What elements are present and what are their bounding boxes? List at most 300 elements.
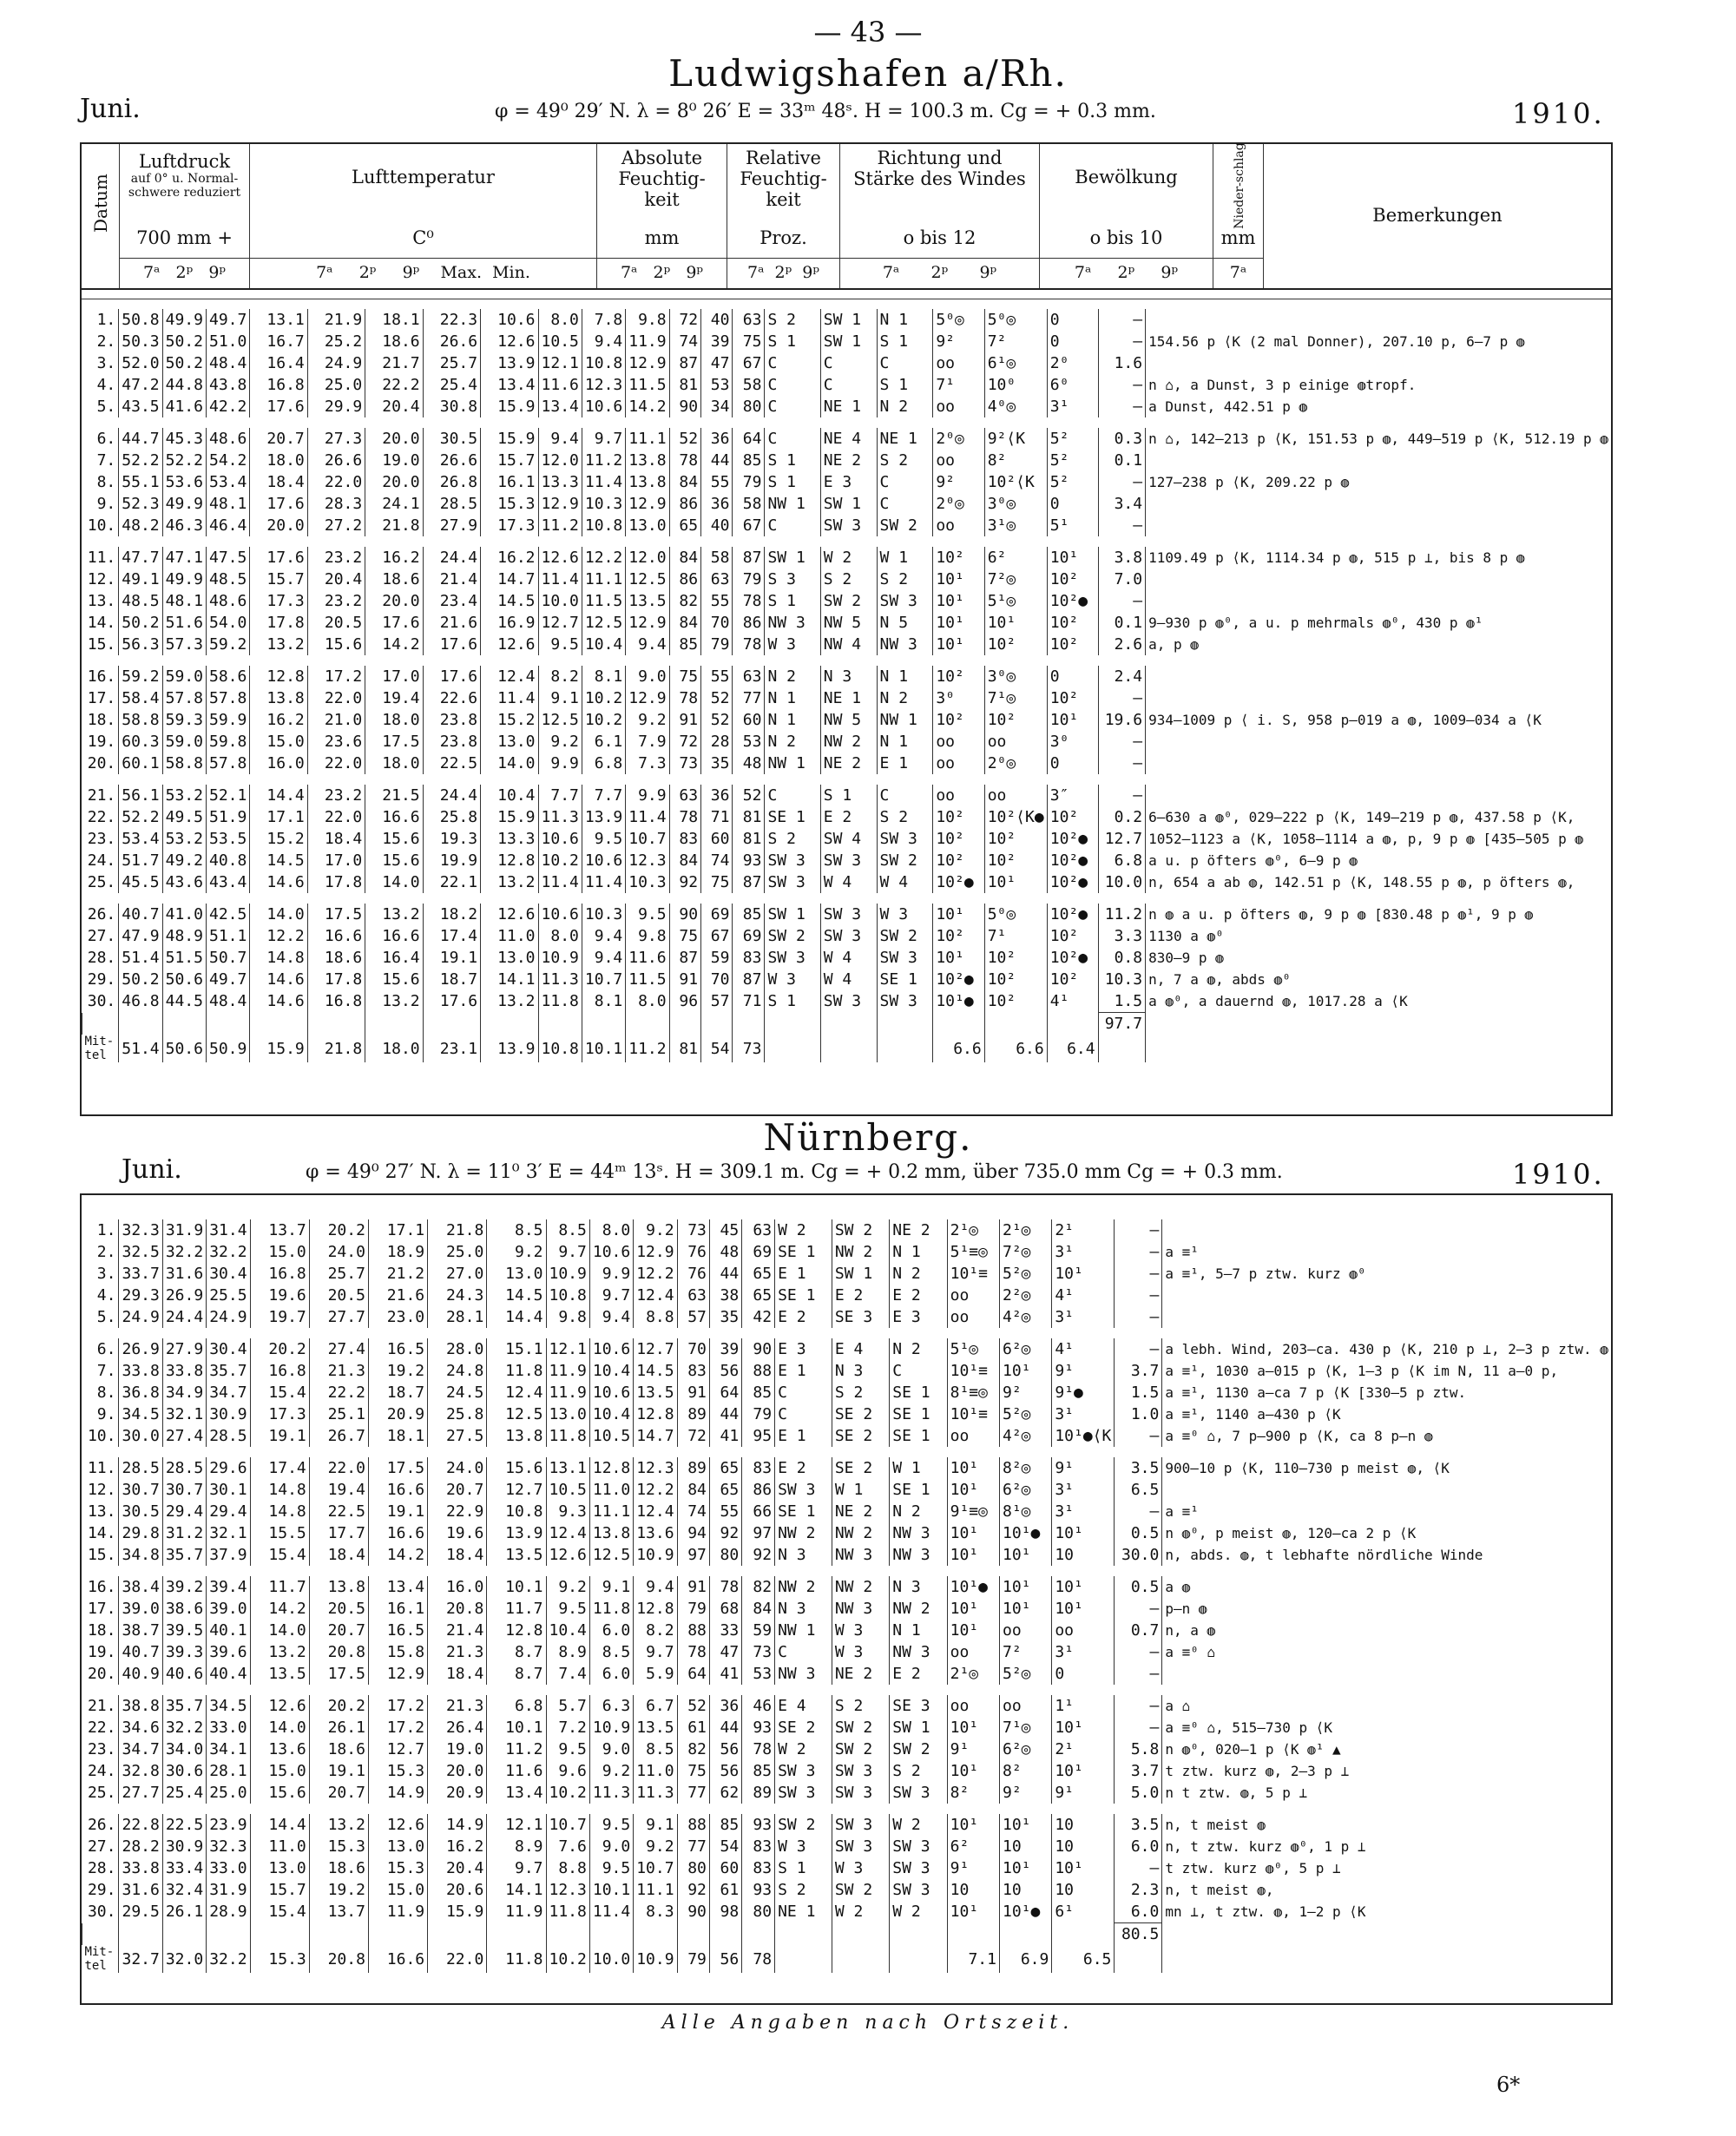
value-cell: 16.0 <box>428 1576 487 1598</box>
value-cell: 54.0 <box>206 612 249 634</box>
value-cell: oo <box>947 1641 999 1663</box>
value-cell: 79 <box>742 1403 775 1425</box>
value-cell: C <box>765 785 820 806</box>
remark-cell: n ⌂, a Dunst, 3 p einige ◍tropf. <box>1146 374 1611 396</box>
remark-cell: 934–1009 p ⟨ i. S, 958 p–019 a ◍, 1009–034 a ⟨K <box>1146 709 1611 731</box>
value-cell: 44.5 <box>162 990 206 1013</box>
value-cell: 25.5 <box>207 1285 250 1306</box>
value-cell: 55 <box>701 666 733 687</box>
value-cell: 10¹ <box>1052 1598 1115 1620</box>
value-cell: 9.5 <box>589 1814 633 1836</box>
value-cell: 35 <box>709 1306 741 1328</box>
value-cell: S 1 <box>820 785 877 806</box>
value-cell: 10² <box>933 709 984 731</box>
value-cell: 22.0 <box>307 753 365 774</box>
remark-cell: a ≡¹, 1130 a–ca 7 p ⟨K [330–5 p ztw. <box>1162 1382 1611 1403</box>
value-cell: SW 3 <box>877 990 933 1013</box>
header-abs-humidity: Absolute Feuchtig-keit mm 7ᵃ 2ᵖ 9ᵖ <box>597 144 727 288</box>
value-cell: 13.9 <box>582 806 625 828</box>
value-cell: SW 3 <box>877 828 933 850</box>
value-cell: 76 <box>677 1263 709 1285</box>
value-cell: 16.2 <box>428 1836 487 1857</box>
value-cell: 10.3 <box>1098 969 1146 990</box>
month-label-nuernberg: Juni. <box>122 1154 182 1185</box>
value-cell: 5²◎ <box>999 1663 1051 1685</box>
value-cell: SW 1 <box>820 331 877 352</box>
value-cell: 10² <box>984 990 1047 1013</box>
value-cell: N 2 <box>877 687 933 709</box>
value-cell: 10.6 <box>589 1241 633 1263</box>
value-cell: 18.1 <box>368 1425 427 1447</box>
value-cell: 17.3 <box>481 515 538 536</box>
date-cell: 12. <box>87 570 116 588</box>
value-cell: 14.0 <box>250 1620 309 1641</box>
value-cell: – <box>1115 1263 1162 1285</box>
value-cell: N 3 <box>890 1576 947 1598</box>
value-cell: 75 <box>733 331 765 352</box>
value-cell: 12.5 <box>589 1544 633 1566</box>
value-cell: NW 2 <box>820 731 877 753</box>
remark-cell <box>1146 666 1611 687</box>
value-cell: 13.4 <box>487 1782 546 1804</box>
value-cell: S 1 <box>765 331 820 352</box>
value-cell: 55 <box>701 590 733 612</box>
remark-cell <box>1162 1306 1611 1328</box>
value-cell: 8.1 <box>582 666 625 687</box>
value-cell: 52.2 <box>119 450 162 471</box>
value-cell: 21.4 <box>423 569 480 590</box>
value-cell: 91 <box>669 709 700 731</box>
value-cell: 51.5 <box>162 947 206 969</box>
date-cell: 6. <box>96 430 116 448</box>
value-cell: 43.8 <box>206 374 249 396</box>
empty-cell <box>933 1013 984 1035</box>
value-cell: 6.0 <box>589 1620 633 1641</box>
value-cell: 10² <box>933 666 984 687</box>
value-cell: 10.3 <box>626 871 669 893</box>
value-cell: 17.2 <box>307 666 365 687</box>
value-cell: 2.4 <box>1098 666 1146 687</box>
value-cell: 2⁰◎ <box>933 493 984 515</box>
station-coords-ludwigshafen: φ = 49⁰ 29′ N. λ = 8⁰ 26′ E = 33ᵐ 48ˢ. H = 100.3 m. Cg = + 0.3 mm. <box>495 101 1156 122</box>
value-cell: 65 <box>742 1285 775 1306</box>
value-cell: 66 <box>742 1501 775 1522</box>
value-cell: 11.3 <box>589 1782 633 1804</box>
value-cell: 38 <box>709 1285 741 1306</box>
value-cell: 14.6 <box>250 871 307 893</box>
value-cell: W 4 <box>820 871 877 893</box>
value-cell: 19.6 <box>428 1522 487 1544</box>
value-cell: 17.4 <box>250 1457 309 1479</box>
table-row <box>82 1457 1612 1479</box>
value-cell: 48 <box>709 1241 741 1263</box>
value-cell: 20.0 <box>250 515 307 536</box>
table-row <box>82 1901 1612 1923</box>
value-cell: 12.9 <box>538 493 582 515</box>
value-cell: 12.8 <box>250 666 307 687</box>
date-cell: 29. <box>87 970 116 989</box>
value-cell: 10.9 <box>538 947 582 969</box>
empty-cell <box>1146 1013 1611 1035</box>
value-cell: SW 3 <box>820 904 877 925</box>
value-cell: 49.5 <box>162 806 206 828</box>
value-cell: 48.1 <box>162 590 206 612</box>
table-row <box>82 1306 1612 1328</box>
value-cell: 11.6 <box>487 1760 546 1782</box>
value-cell: 0 <box>1052 1663 1115 1685</box>
value-cell: 15.1 <box>487 1338 546 1360</box>
value-cell: 12.6 <box>481 634 538 655</box>
value-cell: 17.7 <box>309 1522 368 1544</box>
value-cell: 9.3 <box>546 1501 589 1522</box>
value-cell: 16.6 <box>365 806 423 828</box>
value-cell: 26.4 <box>428 1717 487 1738</box>
value-cell: 27.0 <box>428 1263 487 1285</box>
value-cell: 24.0 <box>309 1241 368 1263</box>
value-cell: 13.5 <box>250 1663 309 1685</box>
year-label-nuernberg: 1910. <box>1512 1158 1605 1191</box>
date-cell: 17. <box>87 1600 116 1618</box>
value-cell: SW 1 <box>890 1717 947 1738</box>
value-cell: 12.6 <box>538 547 582 569</box>
value-cell: SE 1 <box>775 1501 832 1522</box>
value-cell: 18.4 <box>428 1544 487 1566</box>
value-cell: 28.3 <box>307 493 365 515</box>
date-cell: 21. <box>87 786 116 805</box>
value-cell: E 3 <box>820 471 877 493</box>
date-cell: 18. <box>87 1621 116 1640</box>
value-cell: 58.8 <box>162 753 206 774</box>
value-cell: 46.8 <box>119 990 162 1013</box>
value-cell: 5²◎ <box>999 1403 1051 1425</box>
value-cell: 20.5 <box>309 1598 368 1620</box>
value-cell: 20.2 <box>309 1219 368 1241</box>
value-cell: 10.4 <box>582 634 625 655</box>
value-cell: 3″ <box>1047 785 1098 806</box>
value-cell: 8.0 <box>538 309 582 331</box>
value-cell: N 2 <box>765 731 820 753</box>
value-cell: 5.0 <box>1115 1782 1162 1804</box>
value-cell: 19.0 <box>428 1738 487 1760</box>
value-cell: 25.2 <box>307 331 365 352</box>
value-cell: 8² <box>999 1760 1051 1782</box>
empty-cell <box>947 1923 999 1946</box>
value-cell: 61 <box>709 1879 741 1901</box>
value-cell: 9.9 <box>589 1263 633 1285</box>
value-cell: 20.5 <box>309 1285 368 1306</box>
value-cell: 24.4 <box>423 785 480 806</box>
value-cell: E 3 <box>890 1306 947 1328</box>
date-cell: 15. <box>87 1546 116 1564</box>
value-cell: 83 <box>742 1836 775 1857</box>
mittel-value: 11.2 <box>626 1035 669 1062</box>
value-cell: 27.2 <box>307 515 365 536</box>
value-cell: 13.5 <box>487 1544 546 1566</box>
value-cell: S 1 <box>877 374 933 396</box>
value-cell: 8.8 <box>634 1306 677 1328</box>
value-cell: 0.1 <box>1098 612 1146 634</box>
table-frame-nuernberg <box>80 1193 1613 2005</box>
value-cell: 34.6 <box>119 1717 162 1738</box>
value-cell: 18.4 <box>309 1544 368 1566</box>
value-cell: 17.5 <box>365 731 423 753</box>
value-cell: 67 <box>701 925 733 947</box>
value-cell: 9¹ <box>1052 1457 1115 1479</box>
value-cell: 24.4 <box>162 1306 206 1328</box>
value-cell: 65 <box>709 1479 741 1501</box>
value-cell: 80 <box>677 1857 709 1879</box>
value-cell: 40.6 <box>162 1663 206 1685</box>
value-cell: 41.0 <box>162 904 206 925</box>
remark-cell <box>1162 1285 1611 1306</box>
value-cell: 58.8 <box>119 709 162 731</box>
value-cell: 10¹ <box>1052 1576 1115 1598</box>
value-cell: 11.0 <box>634 1760 677 1782</box>
value-cell: 12.7 <box>1098 828 1146 850</box>
value-cell: N 2 <box>890 1501 947 1522</box>
table-row <box>82 947 1612 969</box>
value-cell: NE 1 <box>820 396 877 417</box>
mittel-value: 16.6 <box>368 1945 427 1973</box>
value-cell: 14.7 <box>634 1425 677 1447</box>
value-cell: 87 <box>669 947 700 969</box>
value-cell: 26.9 <box>119 1338 162 1360</box>
table-row <box>82 1814 1612 1836</box>
remark-cell: 154.56 p ⟨K (2 mal Donner), 207.10 p, 6–7 p ◍ <box>1146 331 1611 352</box>
value-cell: 1.5 <box>1115 1382 1162 1403</box>
value-cell: SW 3 <box>820 515 877 536</box>
value-cell: 59.2 <box>206 634 249 655</box>
mittel-value: 6.4 <box>1047 1035 1098 1062</box>
value-cell: 12.1 <box>487 1814 546 1836</box>
value-cell: 9.6 <box>546 1760 589 1782</box>
date-cell: 25. <box>87 873 116 891</box>
remark-cell: 900–10 p ⟨K, 110–730 p meist ◍, ⟨K <box>1162 1457 1611 1479</box>
value-cell: 62 <box>709 1782 741 1804</box>
value-cell: – <box>1115 1241 1162 1263</box>
empty-cell <box>582 1013 625 1035</box>
value-cell: 11.7 <box>487 1598 546 1620</box>
value-cell: 8.7 <box>487 1663 546 1685</box>
value-cell: 39.5 <box>162 1620 206 1641</box>
value-cell: SE 1 <box>890 1403 947 1425</box>
value-cell: 93 <box>733 850 765 871</box>
value-cell: 86 <box>742 1479 775 1501</box>
value-cell: S 1 <box>765 990 820 1013</box>
value-cell: 25.0 <box>307 374 365 396</box>
value-cell: 28.5 <box>162 1457 206 1479</box>
value-cell: 7¹ <box>933 374 984 396</box>
value-cell: 56 <box>709 1760 741 1782</box>
value-cell: 23.4 <box>423 590 480 612</box>
value-cell: 3⁰ <box>1047 731 1098 753</box>
value-cell: 10¹ <box>933 590 984 612</box>
value-cell: 45 <box>709 1219 741 1241</box>
mittel-value <box>890 1945 947 1973</box>
value-cell: 10² <box>1047 612 1098 634</box>
value-cell: 59.0 <box>162 731 206 753</box>
value-cell: oo <box>933 352 984 374</box>
value-cell: 44.8 <box>162 374 206 396</box>
value-cell: 3.8 <box>1098 547 1146 569</box>
value-cell: 9²⟨K <box>984 428 1047 450</box>
value-cell: SW 3 <box>890 1879 947 1901</box>
value-cell: 10¹ <box>984 612 1047 634</box>
value-cell: W 2 <box>775 1219 832 1241</box>
value-cell: SW 1 <box>820 493 877 515</box>
value-cell: SE 1 <box>775 1241 832 1263</box>
value-cell: 57.8 <box>162 687 206 709</box>
value-cell: 93 <box>742 1814 775 1836</box>
value-cell: 19.6 <box>250 1285 309 1306</box>
value-cell: 10¹ <box>933 634 984 655</box>
value-cell: 83 <box>742 1457 775 1479</box>
value-cell: 59.2 <box>119 666 162 687</box>
remark-cell: n, t meist ◍ <box>1162 1814 1611 1836</box>
remark-cell: 127–238 p ⟨K, 209.22 p ◍ <box>1146 471 1611 493</box>
value-cell: 11.1 <box>582 569 625 590</box>
value-cell: 23.0 <box>368 1306 427 1328</box>
value-cell: 18.4 <box>428 1663 487 1685</box>
value-cell: 38.7 <box>119 1620 162 1641</box>
mittel-value: 18.0 <box>365 1035 423 1062</box>
value-cell: 17.6 <box>250 547 307 569</box>
table-row <box>82 1263 1612 1285</box>
remark-cell: a ≡¹ <box>1162 1501 1611 1522</box>
value-cell: 10.6 <box>538 904 582 925</box>
value-cell: 14.2 <box>250 1598 309 1620</box>
table-row <box>82 990 1612 1013</box>
value-cell: 49.9 <box>162 309 206 331</box>
table-row <box>82 1620 1612 1641</box>
value-cell: 10¹ <box>1052 1263 1115 1285</box>
date-cell: 7. <box>96 1362 116 1380</box>
value-cell: oo <box>1052 1620 1115 1641</box>
date-cell: 17. <box>87 689 116 707</box>
value-cell: 15.9 <box>481 428 538 450</box>
value-cell: 8.2 <box>634 1620 677 1641</box>
value-cell: 49.1 <box>119 569 162 590</box>
value-cell: 9² <box>933 331 984 352</box>
value-cell: 90 <box>669 904 700 925</box>
table-row <box>82 709 1612 731</box>
value-cell: 87 <box>733 969 765 990</box>
mittel-value: 32.0 <box>162 1945 206 1973</box>
remark-cell: 1130 a ◍⁰ <box>1146 925 1611 947</box>
value-cell: 3¹ <box>1052 1306 1115 1328</box>
value-cell: 6²◎ <box>999 1738 1051 1760</box>
value-cell: 43.6 <box>162 871 206 893</box>
value-cell: 12.7 <box>487 1479 546 1501</box>
remark-cell <box>1162 1219 1611 1241</box>
empty-cell <box>1162 1923 1611 1946</box>
value-cell: 48.6 <box>206 590 249 612</box>
value-cell: 13.0 <box>481 947 538 969</box>
table-row <box>82 1879 1612 1901</box>
value-cell: 21.2 <box>368 1263 427 1285</box>
date-cell: 14. <box>87 614 116 632</box>
value-cell: C <box>775 1382 832 1403</box>
value-cell: 69 <box>742 1241 775 1263</box>
empty-cell <box>1052 1923 1115 1946</box>
date-cell: 8. <box>96 1383 116 1402</box>
value-cell: 8.8 <box>546 1857 589 1879</box>
value-cell: 46 <box>742 1695 775 1717</box>
remark-cell: mn ⟂, t ztw. ◍, 1–2 p ⟨K <box>1162 1901 1611 1923</box>
value-cell: 58.4 <box>119 687 162 709</box>
value-cell: 28.0 <box>428 1338 487 1360</box>
value-cell: 25.0 <box>207 1782 250 1804</box>
value-cell: NW 3 <box>890 1544 947 1566</box>
value-cell: SE 1 <box>765 806 820 828</box>
value-cell: 2¹◎ <box>947 1219 999 1241</box>
value-cell: 24.1 <box>365 493 423 515</box>
value-cell: 14.1 <box>481 969 538 990</box>
value-cell: 22.5 <box>309 1501 368 1522</box>
value-cell: 17.5 <box>309 1663 368 1685</box>
value-cell: 5²◎ <box>999 1263 1051 1285</box>
value-cell: 15.3 <box>368 1760 427 1782</box>
remark-cell: n ◍⁰, p meist ◍, 120–ca 2 p ⟨K <box>1162 1522 1611 1544</box>
value-cell: 91 <box>677 1576 709 1598</box>
value-cell: 44 <box>701 450 733 471</box>
value-cell: 5⁰◎ <box>984 309 1047 331</box>
value-cell: SE 3 <box>890 1695 947 1717</box>
value-cell: NW 3 <box>832 1598 889 1620</box>
remark-cell: n t ztw. ◍, 5 p ⟂ <box>1162 1782 1611 1804</box>
date-cell: 10. <box>87 1427 116 1445</box>
date-cell: 1. <box>96 311 116 329</box>
value-cell: NE 1 <box>775 1901 832 1923</box>
value-cell: 5.8 <box>1115 1738 1162 1760</box>
mittel-value: 11.8 <box>487 1945 546 1973</box>
value-cell: 2¹ <box>1052 1738 1115 1760</box>
value-cell: 33.4 <box>162 1857 206 1879</box>
value-cell: 16.6 <box>365 925 423 947</box>
value-cell: 18.2 <box>423 904 480 925</box>
value-cell: 61 <box>677 1717 709 1738</box>
value-cell: 73 <box>742 1641 775 1663</box>
value-cell: 8.0 <box>589 1219 633 1241</box>
value-cell: 24.0 <box>428 1457 487 1479</box>
value-cell: 13.0 <box>487 1263 546 1285</box>
value-cell: 89 <box>677 1457 709 1479</box>
value-cell: 15.8 <box>368 1641 427 1663</box>
value-cell: 36 <box>701 785 733 806</box>
empty-cell <box>589 1923 633 1946</box>
value-cell: 57.8 <box>206 753 249 774</box>
value-cell: 69 <box>701 904 733 925</box>
value-cell: 20.6 <box>428 1879 487 1901</box>
date-cell: 1. <box>96 1221 116 1239</box>
value-cell: W 1 <box>877 547 933 569</box>
value-cell: NW 1 <box>765 753 820 774</box>
table-row <box>82 352 1612 374</box>
value-cell: 7¹◎ <box>999 1717 1051 1738</box>
value-cell: 11.9 <box>487 1901 546 1923</box>
value-cell: NE 2 <box>820 753 877 774</box>
value-cell: 13.9 <box>487 1522 546 1544</box>
date-cell: 30. <box>87 1903 116 1922</box>
value-cell: W 2 <box>832 1901 889 1923</box>
value-cell: 10¹● <box>933 990 984 1013</box>
value-cell: 10.4 <box>589 1360 633 1382</box>
value-cell: 56.1 <box>119 785 162 806</box>
value-cell: 12.4 <box>487 1382 546 1403</box>
value-cell: 12.5 <box>538 709 582 731</box>
header-remarks: Bemerkungen <box>1372 205 1503 226</box>
remark-cell: 830–9 p ◍ <box>1146 947 1611 969</box>
